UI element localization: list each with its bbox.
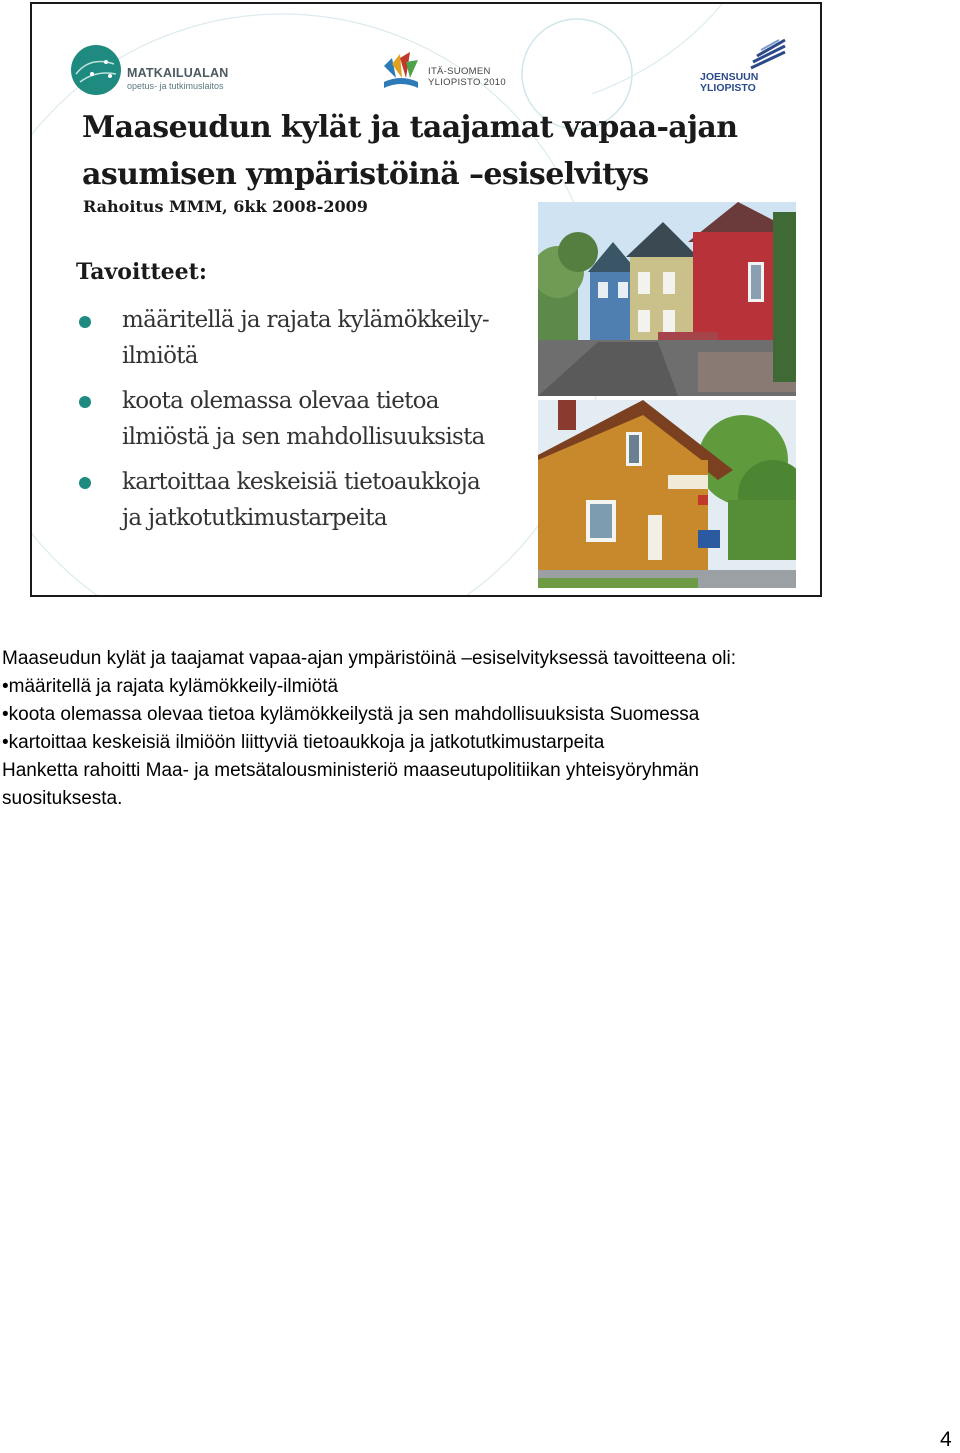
goal-item [122, 383, 532, 455]
goal-item-line2: ilmiötä [122, 343, 198, 369]
notes-line: suosituksesta. [2, 788, 123, 809]
joensuun-yliopisto-logo [697, 38, 797, 98]
goal-item-line1: kartoittaa keskeisiä tietoaukkoja [122, 469, 481, 495]
slide-subtitle: Rahoitus MMM, 6kk 2008-2009 [83, 197, 368, 216]
goal-item [122, 302, 532, 374]
matkailualan-logo [70, 44, 230, 104]
slide-title-line2: asumisen ympäristöinä –esiselvitys [82, 157, 649, 192]
goal-item [122, 464, 532, 536]
matkailualan-logo-icon [70, 44, 122, 96]
goal-bullet-icon [79, 477, 91, 489]
slide-title [82, 104, 782, 198]
goal-item-line2: ja jatkotutkimustarpeita [122, 505, 387, 531]
ita-suomen-logo-line2: YLIOPISTO 2010 [428, 77, 506, 88]
goal-item-line2: ilmiöstä ja sen mahdollisuuksista [122, 424, 485, 450]
slide [30, 2, 822, 597]
matkailualan-logo-subtitle: opetus- ja tutkimuslaitos [127, 81, 224, 91]
notes-line: Hanketta rahoitti Maa- ja metsätalousministeriö maaseutupolitiikan yhteisyöryhmän [2, 760, 699, 781]
village-street-houses-photo [538, 202, 796, 396]
joensuun-logo-line2: YLIOPISTO [700, 82, 756, 94]
ita-suomen-logo-line1: ITÄ-SUOMEN [428, 66, 491, 77]
notes-line: Maaseudun kylät ja taajamat vapaa-ajan ympäristöinä –esiselvityksessä tavoitteena oli: [2, 648, 737, 669]
goal-item-line1: määritellä ja rajata kylämökkeily- [122, 307, 489, 333]
goal-bullet-icon [79, 316, 91, 328]
book-leaves-icon [380, 50, 422, 92]
notes-line: •koota olemassa olevaa tietoa kylämökkeilystä ja sen mahdollisuuksista Suomessa [2, 704, 700, 725]
goals-heading: Tavoitteet: [76, 259, 207, 285]
joensuu-stripes-icon [749, 38, 789, 72]
notes-line: •määritellä ja rajata kylämökkeily-ilmiötä [2, 676, 339, 697]
yellow-shop-building-photo [538, 400, 796, 588]
goal-item-line1: koota olemassa olevaa tietoa [122, 388, 439, 414]
joensuun-logo-line1: JOENSUUN [700, 71, 759, 83]
goal-bullet-icon [79, 396, 91, 408]
matkailualan-logo-name: MATKAILUALAN [127, 66, 229, 80]
ita-suomen-yliopisto-logo [380, 48, 520, 98]
page-number: 4 [940, 1428, 952, 1451]
slide-title-line1: Maaseudun kylät ja taajamat vapaa-ajan [82, 110, 738, 145]
speaker-notes [2, 645, 952, 813]
notes-line: •kartoittaa keskeisiä ilmiöön liittyviä tietoaukkoja ja jatkotutkimustarpeita [2, 732, 605, 753]
